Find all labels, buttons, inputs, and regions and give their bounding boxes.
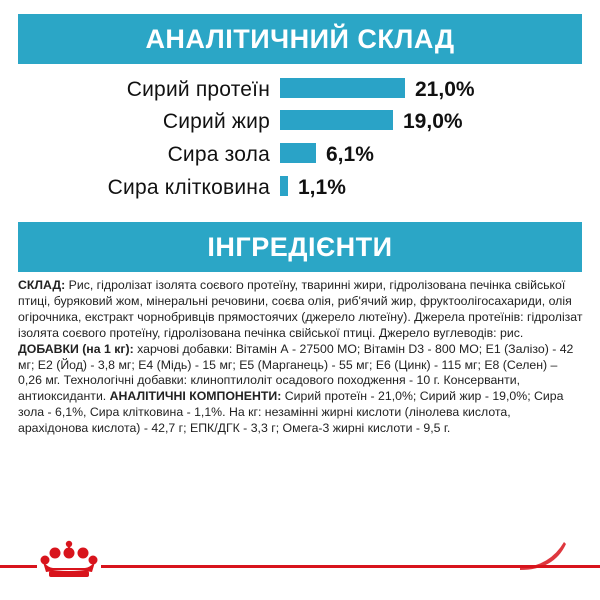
analytical-components-label: АНАЛІТИЧНІ КОМПОНЕНТИ:: [109, 389, 282, 404]
analytical-composition-title: АНАЛІТИЧНИЙ СКЛАД: [145, 23, 455, 54]
nutrient-value: 19,0%: [403, 110, 463, 133]
nutrient-bar: [280, 176, 288, 196]
ingredients-text: [18, 278, 584, 437]
composition-label: СКЛАД:: [18, 278, 66, 292]
nutrient-row: [0, 107, 600, 137]
additives-label: ДОБАВКИ (на 1 кг):: [18, 341, 134, 356]
nutrient-row: [0, 140, 600, 170]
ingredients-title: ІНГРЕДІЄНТИ: [207, 231, 393, 262]
nutrient-label: Сира клітковина: [107, 176, 270, 199]
nutrient-row: [0, 75, 600, 105]
nutrient-bar: [280, 110, 393, 130]
nutrient-bar: [280, 143, 316, 163]
footer-swoosh: [520, 540, 566, 570]
swoosh-icon: [520, 540, 566, 570]
nutrient-row: [0, 173, 600, 203]
ingredients-banner: [18, 222, 582, 272]
nutrient-value: 21,0%: [415, 78, 475, 101]
nutrient-value: 1,1%: [298, 176, 346, 199]
nutrient-bar: [280, 78, 405, 98]
analytical-composition-banner: [18, 14, 582, 64]
brand-crown-logo: [37, 538, 101, 584]
analytical-components-text: Сирий протеїн - 21,0%; Сирий жир - 19,0%; Сира зола - 6,1%, Сира клітковина - 1,1%. На кг: незамінні жирні кислоти (лінолева кислота, арахідонова кислота) - 42,7 г; ЕПК/ДГК - 3,3 г; Омега-3 жирні кислоти - 9,5 г.: [18, 389, 564, 436]
nutrient-label: Сирий протеїн: [126, 78, 270, 101]
nutrient-label: Сира зола: [167, 143, 270, 166]
composition-text: Рис, гідролізат ізолята соєвого протеїну, тваринні жири, гідролізована печінка свійської птиці, буряковий жом, мінеральні речовини, соєва олія, риб'ячий жир, фруктоолігосахариди, олія огірочника, екстракт чорнобривців прямостоячих (джерело лютеїну). Джерела протеїнів: гідролізат ізолята соєвого протеїну, гідролізована печінка свійської птиці. Джерело вуглеводів: рис.: [18, 278, 583, 340]
crown-icon: [37, 538, 101, 584]
nutrient-label: Сирий жир: [162, 110, 270, 133]
nutrient-value: 6,1%: [326, 143, 374, 166]
additives-text: харчові добавки: Вітамін А - 27500 МО; Вітамін D3 - 800 МО; Е1 (Залізо) - 42 мг; Е2 (Йод) - 3,8 мг; Е4 (Мідь) - 15 мг; Е5 (Марганець) - 55 мг; Е6 (Цинк) - 115 мг; Е8 (Селен) – 0,26 мг. Технологічні добавки: клиноптилоліт осадового походження - 10 г. Консерванти, антиоксиданти.: [18, 341, 574, 404]
